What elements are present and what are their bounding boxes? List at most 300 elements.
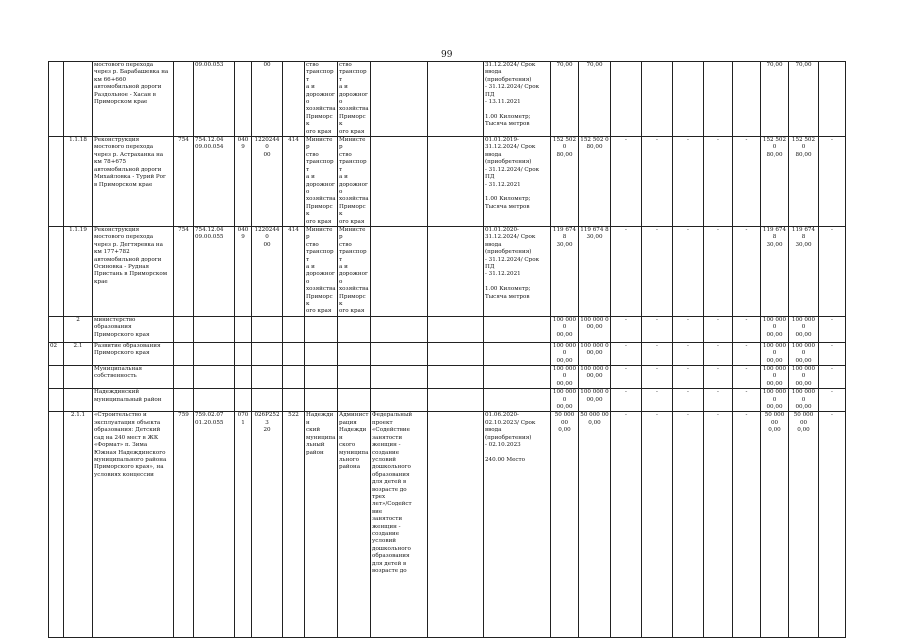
cell-text: - bbox=[717, 389, 719, 396]
table-row bbox=[49, 389, 846, 412]
table-cell bbox=[93, 226, 174, 316]
cell-text: - bbox=[625, 389, 627, 396]
cell-text: 0409 bbox=[237, 226, 249, 241]
table-cell bbox=[579, 412, 611, 638]
table-cell bbox=[283, 389, 305, 412]
cell-text: - bbox=[745, 226, 748, 233]
cell-text: 100 000 0 00,00 bbox=[762, 389, 787, 411]
table-cell bbox=[611, 316, 642, 342]
table-cell bbox=[174, 342, 194, 365]
table-cell bbox=[733, 226, 761, 316]
cell-text: - bbox=[717, 342, 719, 349]
table-cell bbox=[611, 62, 642, 137]
table-cell bbox=[819, 342, 846, 365]
table-cell bbox=[611, 389, 642, 412]
cell-text: 119 674 8 30,00 bbox=[791, 226, 816, 248]
table-cell bbox=[428, 412, 484, 638]
table-cell bbox=[819, 366, 846, 389]
table-cell bbox=[49, 389, 64, 412]
table-cell bbox=[283, 226, 305, 316]
cell-text: 50 000 00 0,00 bbox=[764, 412, 785, 434]
table-cell bbox=[733, 366, 761, 389]
table-cell bbox=[551, 389, 579, 412]
table-cell bbox=[611, 342, 642, 365]
table-cell bbox=[93, 412, 174, 638]
cell-text: - bbox=[687, 389, 689, 396]
table-cell bbox=[338, 137, 371, 227]
table-cell bbox=[93, 366, 174, 389]
table-cell bbox=[49, 366, 64, 389]
table-cell bbox=[789, 137, 819, 227]
table-cell bbox=[733, 62, 761, 137]
cell-text: - bbox=[831, 412, 833, 419]
table-cell bbox=[551, 226, 579, 316]
table-cell bbox=[252, 137, 283, 227]
table-cell bbox=[789, 226, 819, 316]
table-cell bbox=[761, 366, 789, 389]
table-cell bbox=[704, 226, 733, 316]
table-cell bbox=[371, 342, 428, 365]
cell-text: - bbox=[831, 342, 833, 349]
table-cell bbox=[789, 62, 819, 137]
cell-text: - bbox=[717, 316, 719, 323]
cell-text: 100 000 0 00,00 bbox=[580, 342, 609, 357]
cell-text: - bbox=[687, 342, 689, 349]
table-cell bbox=[49, 342, 64, 365]
table-cell bbox=[174, 389, 194, 412]
table-cell bbox=[579, 366, 611, 389]
table-cell bbox=[551, 62, 579, 137]
cell-text: - bbox=[656, 226, 658, 233]
cell-text: «Строительство и эксплуатация объекта образования: Детский сад на 240 мест в ЖК «Формат» п. Зима Южная Надеждинского муниципального района Приморского края», на условиях концессии bbox=[94, 412, 167, 478]
cell-text: - bbox=[625, 226, 627, 233]
table-cell bbox=[761, 62, 789, 137]
table-cell bbox=[371, 366, 428, 389]
table-cell bbox=[49, 226, 64, 316]
table-cell bbox=[551, 316, 579, 342]
cell-text: Админист рация Надеждин ского муниципа льного района bbox=[339, 412, 369, 471]
cell-text: 100 000 0 00,00 bbox=[791, 342, 816, 364]
table-cell bbox=[252, 412, 283, 638]
table-cell bbox=[93, 316, 174, 342]
cell-text: - bbox=[625, 137, 627, 144]
table-cell bbox=[194, 342, 235, 365]
table-row bbox=[49, 226, 846, 316]
table-cell bbox=[579, 389, 611, 412]
table-cell bbox=[235, 389, 252, 412]
cell-text: Реконструкция мостового перехода через р. Дегтяревка на км 177+782 автомобильной дороги Осиновка - Рудная Пристань в Приморском крае bbox=[94, 226, 168, 285]
cell-text: 100 000 0 00,00 bbox=[791, 316, 816, 338]
cell-text: 50 000 00 0,00 bbox=[793, 412, 814, 434]
table-cell bbox=[733, 342, 761, 365]
table-cell bbox=[194, 316, 235, 342]
table-cell bbox=[194, 412, 235, 638]
table-cell bbox=[371, 412, 428, 638]
cell-text: 100 000 0 00,00 bbox=[552, 366, 577, 387]
table-row bbox=[49, 366, 846, 389]
cell-text: 70,00 bbox=[795, 62, 812, 68]
table-cell bbox=[819, 412, 846, 638]
table-cell bbox=[174, 366, 194, 389]
table-cell bbox=[174, 226, 194, 316]
table-cell bbox=[194, 137, 235, 227]
table-cell bbox=[64, 226, 93, 316]
table-cell bbox=[338, 366, 371, 389]
table-cell bbox=[642, 226, 673, 316]
table-cell bbox=[64, 366, 93, 389]
cell-text: 1.1.18 bbox=[69, 137, 87, 144]
table-cell bbox=[428, 62, 484, 137]
table-cell bbox=[579, 137, 611, 227]
cell-text: - bbox=[745, 389, 748, 396]
cell-text: 152 502 0 80,00 bbox=[762, 137, 787, 158]
cell-text: 02 bbox=[50, 342, 58, 349]
table-cell bbox=[194, 226, 235, 316]
cell-text: 70,00 bbox=[556, 62, 573, 68]
cell-text: 759 bbox=[178, 412, 189, 419]
cell-text: 152 502 0 80,00 bbox=[580, 137, 609, 151]
cell-text: 100 000 0 00,00 bbox=[791, 366, 816, 387]
cell-text: - bbox=[687, 412, 689, 419]
cell-text: 0409 bbox=[237, 137, 249, 151]
table-cell bbox=[428, 226, 484, 316]
table-cell bbox=[673, 226, 704, 316]
table-cell bbox=[611, 226, 642, 316]
table-row bbox=[49, 342, 846, 365]
table-cell bbox=[428, 389, 484, 412]
table-cell bbox=[484, 389, 551, 412]
table-cell bbox=[819, 389, 846, 412]
cell-text: 100 000 0 00,00 bbox=[580, 366, 609, 380]
cell-text: 01.01.2020- 31.12.2024/ Срок ввода (приобретения) - 31.12.2024/ Срок ПД - 31.12.2021 1.00 Километр; Тысяча метров bbox=[485, 226, 540, 300]
cell-text: Министер ство транспорт а и дорожног о хозяйства Приморск ого края bbox=[339, 137, 369, 225]
cell-text: 31.12.2024/ Срок ввода (приобретения) - 31.12.2024/ Срок ПД - 13.11.2021 1.00 Километр; Тысяча метров bbox=[485, 62, 540, 128]
cell-text: министерство образования Приморского края bbox=[94, 316, 150, 338]
table-cell bbox=[371, 226, 428, 316]
table-cell bbox=[371, 316, 428, 342]
cell-text: 01.01.2019- 31.12.2024/ Срок ввода (приобретения) - 31.12.2024/ Срок ПД - 31.12.2021 1.00 Километр; Тысяча метров bbox=[485, 137, 540, 210]
table-cell bbox=[371, 389, 428, 412]
cell-text: Федеральный проект «Содействие занятости женщин - создание условий дошкольного образования для детей в возрасте до трех лет»/Содейст вие занятости женщин - создание условий дошкольного образования для детей в возрасте до bbox=[372, 412, 413, 574]
cell-text: 70,00 bbox=[766, 62, 783, 68]
cell-text: 100 000 0 00,00 bbox=[580, 316, 609, 331]
table-cell bbox=[235, 412, 252, 638]
table-cell bbox=[642, 366, 673, 389]
table-cell bbox=[305, 226, 338, 316]
cell-text: - bbox=[687, 137, 689, 144]
table-cell bbox=[704, 412, 733, 638]
table-cell bbox=[673, 366, 704, 389]
table-cell bbox=[611, 137, 642, 227]
table-cell bbox=[761, 389, 789, 412]
table-cell bbox=[673, 342, 704, 365]
cell-text: 759.02.07 01.20.055 bbox=[195, 412, 224, 426]
cell-text: - bbox=[831, 366, 833, 373]
table-cell bbox=[338, 316, 371, 342]
table-cell bbox=[761, 137, 789, 227]
cell-text: - bbox=[625, 366, 627, 373]
table-cell bbox=[579, 62, 611, 137]
cell-text: 1.1.19 bbox=[69, 226, 87, 233]
cell-text: 754.12.04 09.00.054 bbox=[195, 137, 224, 151]
table-cell bbox=[252, 226, 283, 316]
table-cell bbox=[704, 342, 733, 365]
cell-text: мостового перехода через р. Барабашевка на км 66+660 автомобильной дороги Раздольное - Хасан в Приморском крае bbox=[94, 62, 169, 106]
cell-text: ство транспорт а и дорожног о хозяйства Приморск ого края bbox=[306, 62, 336, 135]
table-cell bbox=[305, 366, 338, 389]
table-cell bbox=[174, 137, 194, 227]
cell-text: 754 bbox=[178, 226, 189, 233]
cell-text: ство транспорт а и дорожног о хозяйства Приморск ого края bbox=[339, 62, 369, 135]
cell-text: 119 674 8 30,00 bbox=[762, 226, 787, 248]
table-cell bbox=[484, 137, 551, 227]
cell-text: - bbox=[717, 226, 719, 233]
table-cell bbox=[428, 366, 484, 389]
table-cell bbox=[642, 137, 673, 227]
cell-text: - bbox=[687, 316, 689, 323]
table-cell bbox=[819, 226, 846, 316]
cell-text: Муниципальная собственность bbox=[94, 366, 143, 380]
cell-text: - bbox=[656, 412, 658, 419]
table-cell bbox=[579, 342, 611, 365]
table-cell bbox=[428, 316, 484, 342]
table-cell bbox=[733, 316, 761, 342]
cell-text: 522 bbox=[288, 412, 299, 419]
cell-text: - bbox=[687, 226, 689, 233]
table-cell bbox=[789, 342, 819, 365]
table-cell bbox=[789, 316, 819, 342]
cell-text: - bbox=[831, 226, 833, 233]
cell-text: 100 000 0 00,00 bbox=[762, 342, 787, 364]
table-cell bbox=[733, 389, 761, 412]
cell-text: Реконструкция мостового перехода через р. Астраханка на км 78+675 автомобильной дороги Михайловка - Турий Рог в Приморском крае bbox=[94, 137, 166, 188]
table-cell bbox=[194, 62, 235, 137]
cell-text: - bbox=[745, 137, 748, 144]
table-cell bbox=[371, 137, 428, 227]
table-cell bbox=[819, 137, 846, 227]
table-cell bbox=[428, 137, 484, 227]
cell-text: 12202440 00 bbox=[254, 137, 280, 158]
cell-text: - bbox=[831, 389, 833, 396]
cell-text: 2.1.1 bbox=[70, 412, 86, 419]
table-cell bbox=[761, 342, 789, 365]
table-cell bbox=[484, 366, 551, 389]
table-cell bbox=[789, 366, 819, 389]
table-cell bbox=[371, 62, 428, 137]
table-cell bbox=[704, 62, 733, 137]
table-cell bbox=[252, 316, 283, 342]
table-cell bbox=[484, 226, 551, 316]
table-cell bbox=[49, 137, 64, 227]
table-cell bbox=[49, 316, 64, 342]
table-cell bbox=[579, 226, 611, 316]
table-cell bbox=[283, 342, 305, 365]
table-cell bbox=[283, 412, 305, 638]
table-cell bbox=[194, 366, 235, 389]
cell-text: Министер ство транспорт а и дорожног о хозяйства Приморск ого края bbox=[339, 226, 369, 315]
table-cell bbox=[673, 389, 704, 412]
cell-text: - bbox=[656, 389, 658, 396]
cell-text: Надеждин ский муниципа льный район bbox=[306, 412, 336, 456]
cell-text: - bbox=[625, 342, 627, 349]
table-cell bbox=[64, 389, 93, 412]
table-cell bbox=[252, 62, 283, 137]
table-cell bbox=[194, 389, 235, 412]
cell-text: - bbox=[831, 316, 833, 323]
cell-text: 026Р2523 20 bbox=[254, 412, 280, 434]
table-cell bbox=[338, 62, 371, 137]
table-cell bbox=[761, 316, 789, 342]
table-cell bbox=[174, 412, 194, 638]
cell-text: - bbox=[687, 366, 689, 373]
table-cell bbox=[819, 62, 846, 137]
table-cell bbox=[49, 412, 64, 638]
table-cell bbox=[283, 366, 305, 389]
cell-text: 12202440 00 bbox=[254, 226, 280, 248]
table-cell bbox=[551, 342, 579, 365]
cell-text: - bbox=[745, 316, 748, 323]
cell-text: 50 000 00 0,00 bbox=[554, 412, 575, 434]
cell-text: Министер ство транспорт а и дорожног о хозяйства Приморск ого края bbox=[306, 226, 336, 315]
cell-text: - bbox=[656, 342, 658, 349]
table-cell bbox=[283, 62, 305, 137]
table-cell bbox=[252, 342, 283, 365]
cell-text: 100 000 0 00,00 bbox=[552, 316, 577, 338]
cell-text: 414 bbox=[288, 137, 299, 144]
cell-text: 100 000 0 00,00 bbox=[552, 342, 577, 364]
cell-text: 100 000 0 00,00 bbox=[552, 389, 577, 411]
cell-text: 50 000 00 0,00 bbox=[580, 412, 609, 426]
table-cell bbox=[283, 316, 305, 342]
cell-text: 152 502 0 80,00 bbox=[791, 137, 816, 158]
table-cell bbox=[642, 389, 673, 412]
cell-text: - bbox=[831, 137, 833, 144]
table-row bbox=[49, 62, 846, 137]
table-cell bbox=[235, 316, 252, 342]
table-cell bbox=[789, 389, 819, 412]
table-cell bbox=[484, 316, 551, 342]
cell-text: 119 674 8 30,00 bbox=[552, 226, 577, 248]
table-cell bbox=[484, 62, 551, 137]
table-cell bbox=[64, 342, 93, 365]
table-cell bbox=[484, 412, 551, 638]
table-cell bbox=[64, 62, 93, 137]
cell-text: 152 502 0 80,00 bbox=[552, 137, 577, 158]
table-cell bbox=[235, 342, 252, 365]
cell-text: Развитие образования Приморского края bbox=[94, 342, 161, 357]
table-cell bbox=[305, 342, 338, 365]
table-cell bbox=[93, 62, 174, 137]
table-cell bbox=[551, 137, 579, 227]
cell-text: 09.00.053 bbox=[195, 62, 224, 68]
table-cell bbox=[704, 137, 733, 227]
cell-text: - bbox=[656, 316, 658, 323]
cell-text: 119 674 8 30,00 bbox=[580, 226, 609, 241]
cell-text: 100 000 0 00,00 bbox=[580, 389, 609, 403]
table-cell bbox=[174, 316, 194, 342]
table-cell bbox=[93, 389, 174, 412]
page-number: 99 bbox=[441, 50, 453, 60]
table-cell bbox=[235, 226, 252, 316]
table-cell bbox=[673, 412, 704, 638]
cell-text: 01.06.2020- 02.10.2023/ Срок ввода (приобретения) - 02.10.2023 240.00 Место bbox=[485, 412, 536, 463]
table-cell bbox=[733, 412, 761, 638]
cell-text: - bbox=[717, 412, 719, 419]
table-cell bbox=[305, 316, 338, 342]
cell-text: - bbox=[656, 366, 658, 373]
table-cell bbox=[642, 316, 673, 342]
table-cell bbox=[49, 62, 64, 137]
table-cell bbox=[283, 137, 305, 227]
table-cell bbox=[704, 366, 733, 389]
cell-text: 70,00 bbox=[586, 62, 603, 68]
table-cell bbox=[235, 137, 252, 227]
table-cell bbox=[789, 412, 819, 638]
table-cell bbox=[305, 137, 338, 227]
cell-text: 100 000 0 00,00 bbox=[762, 316, 787, 338]
table-cell bbox=[338, 389, 371, 412]
table-cell bbox=[611, 366, 642, 389]
table-cell bbox=[673, 316, 704, 342]
table-cell bbox=[252, 366, 283, 389]
table-cell bbox=[174, 62, 194, 137]
table-cell bbox=[64, 412, 93, 638]
table-cell bbox=[93, 137, 174, 227]
table-cell bbox=[338, 342, 371, 365]
table-cell bbox=[673, 62, 704, 137]
table-cell bbox=[93, 342, 174, 365]
table-cell bbox=[642, 342, 673, 365]
cell-text: - bbox=[745, 366, 748, 373]
cell-text: - bbox=[717, 137, 719, 144]
cell-text: - bbox=[745, 342, 748, 349]
table-cell bbox=[673, 137, 704, 227]
table-cell bbox=[579, 316, 611, 342]
table-cell bbox=[642, 412, 673, 638]
cell-text: 2.1 bbox=[73, 342, 83, 349]
table-cell bbox=[305, 62, 338, 137]
table-cell bbox=[338, 412, 371, 638]
cell-text: Министер ство транспорт а и дорожног о хозяйства Приморск ого края bbox=[306, 137, 336, 225]
table-cell bbox=[305, 412, 338, 638]
cell-text: 2 bbox=[76, 316, 80, 323]
table-cell bbox=[252, 389, 283, 412]
table-cell bbox=[64, 316, 93, 342]
table-row bbox=[49, 412, 846, 638]
table-cell bbox=[484, 342, 551, 365]
cell-text: 414 bbox=[288, 226, 299, 233]
table-cell bbox=[305, 389, 338, 412]
table-cell bbox=[733, 137, 761, 227]
cell-text: - bbox=[656, 137, 658, 144]
table-cell bbox=[761, 412, 789, 638]
table-cell bbox=[819, 316, 846, 342]
cell-text: - bbox=[717, 366, 719, 373]
table-cell bbox=[428, 342, 484, 365]
table-cell bbox=[642, 62, 673, 137]
table-cell bbox=[611, 412, 642, 638]
table-cell bbox=[64, 137, 93, 227]
table-row bbox=[49, 316, 846, 342]
table-cell bbox=[551, 366, 579, 389]
cell-text: - bbox=[745, 412, 748, 419]
table-cell bbox=[761, 226, 789, 316]
investment-table bbox=[48, 61, 846, 638]
table-cell bbox=[235, 366, 252, 389]
cell-text: 754 bbox=[178, 137, 189, 144]
cell-text: 100 000 0 00,00 bbox=[791, 389, 816, 411]
table-cell bbox=[235, 62, 252, 137]
